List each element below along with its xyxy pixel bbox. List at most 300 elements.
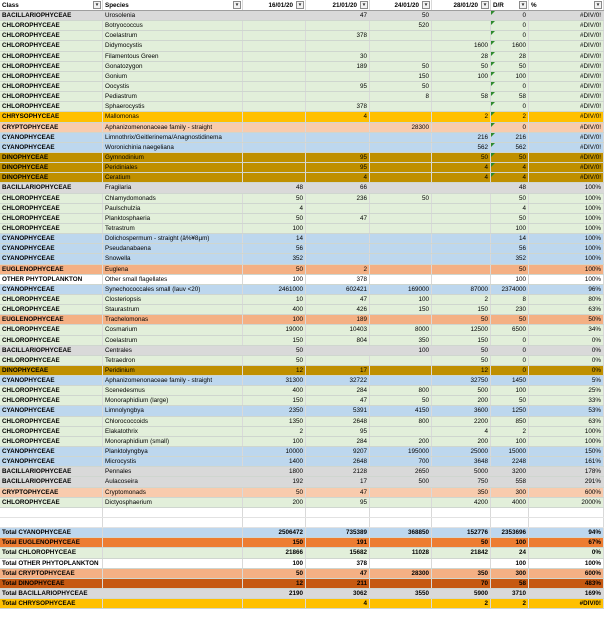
cell-date-3[interactable] (370, 599, 432, 608)
cell-date-3[interactable]: 50 (370, 11, 432, 20)
cell-dr[interactable]: 216 (491, 133, 529, 142)
cell-date-1[interactable] (243, 11, 306, 20)
cell-class[interactable]: CYANOPHYCEAE (0, 234, 103, 243)
cell-date-1[interactable]: 2190 (243, 589, 306, 598)
cell-species[interactable]: Didymocystis (103, 41, 243, 50)
cell-class[interactable]: CYANOPHYCEAE (0, 406, 103, 415)
cell-class[interactable]: CYANOPHYCEAE (0, 133, 103, 142)
cell-class[interactable]: CHRYSOPHYCEAE (0, 112, 103, 121)
cell-date-1[interactable] (243, 41, 306, 50)
cell-dr[interactable]: 100 (491, 386, 529, 395)
cell-percent[interactable]: 100% (529, 204, 604, 213)
cell-class[interactable]: DINOPHYCEAE (0, 366, 103, 375)
cell-date-3[interactable]: 28300 (370, 123, 432, 132)
cell-class[interactable]: DINOPHYCEAE (0, 163, 103, 172)
cell-percent[interactable]: 63% (529, 305, 604, 314)
cell-date-3[interactable] (370, 579, 432, 588)
cell-class[interactable]: CRYPTOPHYCEAE (0, 123, 103, 132)
cell-date-2[interactable] (306, 72, 370, 81)
cell-date-2[interactable]: 3062 (306, 589, 370, 598)
cell-date-2[interactable] (306, 224, 370, 233)
cell-date-3[interactable] (370, 143, 432, 152)
cell-date-2[interactable]: 95 (306, 163, 370, 172)
cell-date-4[interactable] (432, 123, 491, 132)
cell-date-2[interactable]: 426 (306, 305, 370, 314)
cell-date-4[interactable]: 3600 (432, 406, 491, 415)
cell-dr[interactable]: 2 (491, 599, 529, 608)
cell-date-1[interactable]: 1350 (243, 417, 306, 426)
cell-class[interactable]: CYANOPHYCEAE (0, 143, 103, 152)
filter-dropdown-icon[interactable]: ▾ (296, 1, 304, 9)
cell-dr[interactable]: 100 (491, 437, 529, 446)
cell-date-2[interactable]: 378 (306, 31, 370, 40)
cell-class[interactable]: OTHER PHYTOPLANKTON (0, 275, 103, 284)
cell-percent[interactable]: #DIV/0! (529, 112, 604, 121)
cell-date-1[interactable]: 150 (243, 336, 306, 345)
cell-date-3[interactable] (370, 244, 432, 253)
cell-class[interactable]: CHLOROPHYCEAE (0, 82, 103, 91)
cell-class[interactable]: CHLOROPHYCEAE (0, 356, 103, 365)
cell-date-4[interactable] (432, 82, 491, 91)
cell-dr[interactable]: 2248 (491, 457, 529, 466)
cell-date-2[interactable]: 189 (306, 62, 370, 71)
cell-dr[interactable]: 100 (491, 224, 529, 233)
cell-date-3[interactable] (370, 41, 432, 50)
cell-date-1[interactable]: 50 (243, 488, 306, 497)
cell-date-2[interactable]: 47 (306, 11, 370, 20)
cell-class[interactable]: CHLOROPHYCEAE (0, 31, 103, 40)
cell-date-4[interactable]: 5900 (432, 589, 491, 598)
filter-dropdown-icon[interactable]: ▾ (360, 1, 368, 9)
cell-dr[interactable]: 3710 (491, 589, 529, 598)
cell-date-2[interactable]: 378 (306, 275, 370, 284)
cell-date-3[interactable] (370, 265, 432, 274)
cell-dr[interactable]: 2 (491, 427, 529, 436)
cell-dr[interactable]: 0 (491, 356, 529, 365)
cell-date-3[interactable]: 500 (370, 477, 432, 486)
cell-class[interactable]: CHLOROPHYCEAE (0, 92, 103, 101)
cell-class[interactable]: BACILLARIOPHYCEAE (0, 183, 103, 192)
cell-date-3[interactable] (370, 559, 432, 568)
cell-date-4[interactable]: 25000 (432, 447, 491, 456)
cell-percent[interactable]: 150% (529, 447, 604, 456)
cell-class[interactable]: DINOPHYCEAE (0, 153, 103, 162)
cell-date-4[interactable]: 200 (432, 396, 491, 405)
cell-species[interactable]: Synechococcales small (lauv <20) (103, 285, 243, 294)
column-header-class[interactable] (0, 0, 103, 10)
cell-date-1[interactable] (243, 123, 306, 132)
cell-date-3[interactable] (370, 356, 432, 365)
cell-dr[interactable]: 0 (491, 82, 529, 91)
cell-percent[interactable]: 178% (529, 467, 604, 476)
cell-date-4[interactable] (432, 21, 491, 30)
blank-row[interactable] (0, 508, 604, 518)
cell-class[interactable]: CHLOROPHYCEAE (0, 62, 103, 71)
cell-date-3[interactable] (370, 498, 432, 507)
cell-date-1[interactable] (243, 112, 306, 121)
cell-species[interactable]: Planktosphaeria (103, 214, 243, 223)
cell-date-2[interactable]: 47 (306, 295, 370, 304)
cell-date-1[interactable]: 200 (243, 498, 306, 507)
cell-species[interactable]: Ceratium (103, 173, 243, 182)
cell-date-3[interactable] (370, 52, 432, 61)
cell-dr[interactable]: 562 (491, 143, 529, 152)
cell-percent[interactable]: #DIV/0! (529, 143, 604, 152)
cell-date-3[interactable] (370, 234, 432, 243)
cell-species[interactable] (103, 559, 243, 568)
cell-percent[interactable]: 25% (529, 386, 604, 395)
cell-species[interactable]: Dolichospermum - straight (â%¥8µm) (103, 234, 243, 243)
cell-percent[interactable]: #DIV/0! (529, 173, 604, 182)
cell-species[interactable]: Snowella (103, 254, 243, 263)
cell-dr[interactable]: 58 (491, 579, 529, 588)
cell-date-4[interactable]: 350 (432, 488, 491, 497)
cell-class[interactable]: CHLOROPHYCEAE (0, 21, 103, 30)
cell-class[interactable]: CHLOROPHYCEAE (0, 41, 103, 50)
cell-species[interactable]: Filamentous Green (103, 52, 243, 61)
cell-date-1[interactable]: 12 (243, 579, 306, 588)
cell-date-3[interactable] (370, 224, 432, 233)
cell-date-4[interactable] (432, 254, 491, 263)
cell-species[interactable]: Aphanizomenonaceae family - straight (103, 123, 243, 132)
cell-date-1[interactable]: 150 (243, 396, 306, 405)
cell-date-3[interactable] (370, 31, 432, 40)
cell-dr[interactable]: 0 (491, 366, 529, 375)
cell-class[interactable]: CHLOROPHYCEAE (0, 336, 103, 345)
cell-date-4[interactable]: 70 (432, 579, 491, 588)
cell-date-3[interactable]: 100 (370, 346, 432, 355)
cell-date-2[interactable]: 47 (306, 569, 370, 578)
cell-date-4[interactable]: 1600 (432, 41, 491, 50)
cell-species[interactable]: Aphanizomenonaceae family - straight (103, 376, 243, 385)
cell-dr[interactable]: 28 (491, 52, 529, 61)
cell-date-2[interactable] (306, 356, 370, 365)
cell-date-1[interactable] (243, 82, 306, 91)
cell-percent[interactable]: #DIV/0! (529, 62, 604, 71)
cell-percent[interactable]: 100% (529, 559, 604, 568)
cell-date-1[interactable] (243, 92, 306, 101)
cell-date-3[interactable] (370, 102, 432, 111)
cell-percent[interactable]: 100% (529, 437, 604, 446)
cell-percent[interactable]: 100% (529, 194, 604, 203)
cell-percent[interactable]: #DIV/0! (529, 72, 604, 81)
cell-date-1[interactable]: 4 (243, 204, 306, 213)
cell-dr[interactable]: 14 (491, 234, 529, 243)
total-label[interactable]: Total DINOPHYCEAE (0, 579, 103, 588)
cell-date-4[interactable] (432, 31, 491, 40)
cell-species[interactable]: Staurastrum (103, 305, 243, 314)
column-header-date-1[interactable] (243, 0, 306, 10)
cell-date-4[interactable]: 50 (432, 346, 491, 355)
cell-class[interactable]: BACILLARIOPHYCEAE (0, 467, 103, 476)
cell-date-1[interactable]: 10 (243, 295, 306, 304)
cell-class[interactable]: CYANOPHYCEAE (0, 254, 103, 263)
cell-date-3[interactable]: 700 (370, 457, 432, 466)
cell-class[interactable]: CHLOROPHYCEAE (0, 386, 103, 395)
cell-date-1[interactable]: 100 (243, 275, 306, 284)
column-header-dr[interactable] (491, 0, 529, 10)
cell-date-3[interactable] (370, 488, 432, 497)
cell-date-2[interactable] (306, 92, 370, 101)
cell-date-2[interactable]: 15682 (306, 548, 370, 557)
cell-species[interactable]: Trachelomonas (103, 315, 243, 324)
cell-date-3[interactable]: 150 (370, 72, 432, 81)
cell-date-1[interactable]: 1800 (243, 467, 306, 476)
cell-class[interactable]: BACILLARIOPHYCEAE (0, 11, 103, 20)
cell-class[interactable]: DINOPHYCEAE (0, 173, 103, 182)
cell-date-3[interactable]: 350 (370, 336, 432, 345)
cell-date-2[interactable]: 378 (306, 102, 370, 111)
cell-dr[interactable]: 0 (491, 336, 529, 345)
cell-date-2[interactable]: 66 (306, 183, 370, 192)
cell-percent[interactable]: #DIV/0! (529, 11, 604, 20)
cell-class[interactable]: CYANOPHYCEAE (0, 447, 103, 456)
cell-dr[interactable]: 15000 (491, 447, 529, 456)
cell-dr[interactable]: 50 (491, 62, 529, 71)
total-label[interactable]: Total CHRYSOPHYCEAE (0, 599, 103, 608)
cell-class[interactable]: CYANOPHYCEAE (0, 244, 103, 253)
cell-date-4[interactable]: 216 (432, 133, 491, 142)
cell-dr[interactable]: 300 (491, 569, 529, 578)
cell-dr[interactable]: 50 (491, 194, 529, 203)
cell-date-1[interactable] (243, 173, 306, 182)
cell-date-1[interactable] (243, 21, 306, 30)
column-header-species[interactable] (103, 0, 243, 10)
cell-species[interactable] (103, 538, 243, 547)
cell-date-1[interactable]: 1400 (243, 457, 306, 466)
cell-date-4[interactable]: 2 (432, 295, 491, 304)
cell-dr[interactable]: 100 (491, 72, 529, 81)
cell-date-3[interactable]: 50 (370, 82, 432, 91)
cell-percent[interactable]: 0% (529, 366, 604, 375)
cell-date-4[interactable]: 350 (432, 569, 491, 578)
cell-date-1[interactable]: 50 (243, 214, 306, 223)
cell-date-1[interactable] (243, 62, 306, 71)
cell-species[interactable]: Euglena (103, 265, 243, 274)
cell-species[interactable] (103, 579, 243, 588)
cell-class[interactable]: CHLOROPHYCEAE (0, 204, 103, 213)
cell-dr[interactable]: 58 (491, 92, 529, 101)
cell-date-3[interactable]: 368850 (370, 528, 432, 537)
cell-species[interactable]: Closteriopsis (103, 295, 243, 304)
cell-date-4[interactable] (432, 214, 491, 223)
cell-species[interactable]: Peridiniales (103, 163, 243, 172)
cell-date-3[interactable]: 8000 (370, 325, 432, 334)
cell-date-2[interactable] (306, 244, 370, 253)
cell-species[interactable]: Tetrastrum (103, 224, 243, 233)
cell-dr[interactable]: 0 (491, 102, 529, 111)
cell-date-1[interactable]: 10000 (243, 447, 306, 456)
cell-percent[interactable]: #DIV/0! (529, 153, 604, 162)
cell-percent[interactable]: #DIV/0! (529, 21, 604, 30)
cell-date-2[interactable] (306, 234, 370, 243)
cell-date-2[interactable]: 95 (306, 427, 370, 436)
cell-date-1[interactable] (243, 102, 306, 111)
cell-percent[interactable]: #DIV/0! (529, 133, 604, 142)
cell-percent[interactable]: 100% (529, 214, 604, 223)
cell-date-4[interactable]: 58 (432, 92, 491, 101)
cell-dr[interactable]: 3200 (491, 467, 529, 476)
cell-class[interactable]: EUGLENOPHYCEAE (0, 265, 103, 274)
cell-date-2[interactable]: 189 (306, 315, 370, 324)
cell-dr[interactable]: 100 (491, 559, 529, 568)
cell-species[interactable]: Cosmarium (103, 325, 243, 334)
cell-percent[interactable]: 600% (529, 488, 604, 497)
cell-date-4[interactable]: 21842 (432, 548, 491, 557)
cell-date-4[interactable]: 50 (432, 315, 491, 324)
cell-date-2[interactable] (306, 143, 370, 152)
cell-date-1[interactable]: 56 (243, 244, 306, 253)
cell-percent[interactable]: #DIV/0! (529, 92, 604, 101)
cell-dr[interactable]: 230 (491, 305, 529, 314)
cell-percent[interactable]: 291% (529, 477, 604, 486)
cell-date-4[interactable]: 32750 (432, 376, 491, 385)
cell-species[interactable]: Scenedesmus (103, 386, 243, 395)
cell-date-3[interactable] (370, 538, 432, 547)
cell-class[interactable]: CHLOROPHYCEAE (0, 417, 103, 426)
cell-date-2[interactable]: 2 (306, 265, 370, 274)
cell-dr[interactable]: 558 (491, 477, 529, 486)
total-label[interactable]: Total CYANOPHYCEAE (0, 528, 103, 537)
cell-date-1[interactable] (243, 31, 306, 40)
cell-date-4[interactable]: 50 (432, 356, 491, 365)
cell-dr[interactable]: 4 (491, 163, 529, 172)
cell-class[interactable]: CHLOROPHYCEAE (0, 295, 103, 304)
cell-dr[interactable]: 2353696 (491, 528, 529, 537)
cell-date-3[interactable] (370, 153, 432, 162)
cell-date-2[interactable]: 284 (306, 437, 370, 446)
cell-species[interactable]: Pennales (103, 467, 243, 476)
cell-class[interactable]: BACILLARIOPHYCEAE (0, 477, 103, 486)
cell-date-3[interactable] (370, 427, 432, 436)
cell-date-4[interactable] (432, 11, 491, 20)
cell-class[interactable]: CHLOROPHYCEAE (0, 305, 103, 314)
cell-date-3[interactable] (370, 112, 432, 121)
cell-species[interactable]: Dictyosphaerium (103, 498, 243, 507)
cell-percent[interactable]: 63% (529, 417, 604, 426)
cell-species[interactable]: Urosolenia (103, 11, 243, 20)
cell-date-4[interactable]: 2200 (432, 417, 491, 426)
cell-percent[interactable]: 100% (529, 234, 604, 243)
cell-class[interactable]: EUGLENOPHYCEAE (0, 315, 103, 324)
cell-percent[interactable]: #DIV/0! (529, 102, 604, 111)
cell-class[interactable]: CHLOROPHYCEAE (0, 224, 103, 233)
cell-percent[interactable]: #DIV/0! (529, 31, 604, 40)
cell-date-4[interactable]: 200 (432, 437, 491, 446)
cell-dr[interactable]: 0 (491, 123, 529, 132)
cell-date-1[interactable]: 2 (243, 427, 306, 436)
cell-date-3[interactable]: 8 (370, 92, 432, 101)
cell-species[interactable]: Gonium (103, 72, 243, 81)
cell-date-1[interactable]: 2461000 (243, 285, 306, 294)
cell-date-4[interactable]: 50 (432, 153, 491, 162)
cell-date-2[interactable]: 2128 (306, 467, 370, 476)
total-label[interactable]: Total EUGLENOPHYCEAE (0, 538, 103, 547)
cell-date-2[interactable]: 191 (306, 538, 370, 547)
cell-date-3[interactable]: 2650 (370, 467, 432, 476)
cell-dr[interactable]: 0 (491, 11, 529, 20)
cell-date-3[interactable] (370, 315, 432, 324)
cell-date-1[interactable] (243, 143, 306, 152)
cell-dr[interactable]: 1250 (491, 406, 529, 415)
cell-date-2[interactable]: 47 (306, 214, 370, 223)
cell-date-3[interactable] (370, 163, 432, 172)
cell-percent[interactable]: 0% (529, 356, 604, 365)
cell-species[interactable]: Coelastrum (103, 31, 243, 40)
cell-date-1[interactable]: 21866 (243, 548, 306, 557)
cell-date-2[interactable]: 10403 (306, 325, 370, 334)
total-label[interactable]: Total OTHER PHYTOPLANKTON (0, 559, 103, 568)
cell-date-4[interactable] (432, 265, 491, 274)
cell-date-2[interactable] (306, 133, 370, 142)
cell-date-3[interactable] (370, 254, 432, 263)
cell-percent[interactable]: 100% (529, 244, 604, 253)
cell-species[interactable]: Pseudanabaena (103, 244, 243, 253)
cell-date-1[interactable]: 400 (243, 386, 306, 395)
cell-dr[interactable]: 50 (491, 153, 529, 162)
cell-date-4[interactable] (432, 559, 491, 568)
cell-dr[interactable]: 6500 (491, 325, 529, 334)
cell-date-4[interactable] (432, 275, 491, 284)
cell-dr[interactable]: 850 (491, 417, 529, 426)
cell-date-1[interactable]: 50 (243, 569, 306, 578)
cell-species[interactable]: Mallomonas (103, 112, 243, 121)
cell-dr[interactable]: 8 (491, 295, 529, 304)
cell-date-3[interactable]: 800 (370, 417, 432, 426)
cell-date-4[interactable] (432, 194, 491, 203)
cell-species[interactable]: Gymnodinium (103, 153, 243, 162)
cell-dr[interactable]: 300 (491, 488, 529, 497)
cell-class[interactable]: CHLOROPHYCEAE (0, 72, 103, 81)
cell-percent[interactable]: #DIV/0! (529, 163, 604, 172)
cell-date-3[interactable]: 11028 (370, 548, 432, 557)
cell-date-1[interactable]: 50 (243, 346, 306, 355)
cell-date-1[interactable]: 50 (243, 265, 306, 274)
cell-date-2[interactable]: 17 (306, 366, 370, 375)
cell-date-3[interactable]: 800 (370, 386, 432, 395)
cell-dr[interactable]: 100 (491, 538, 529, 547)
cell-dr[interactable]: 0 (491, 21, 529, 30)
cell-dr[interactable]: 50 (491, 315, 529, 324)
cell-date-2[interactable]: 47 (306, 396, 370, 405)
cell-dr[interactable]: 4 (491, 204, 529, 213)
cell-date-2[interactable]: 9207 (306, 447, 370, 456)
cell-species[interactable]: Centrales (103, 346, 243, 355)
cell-date-2[interactable]: 5391 (306, 406, 370, 415)
filter-dropdown-icon[interactable]: ▾ (233, 1, 241, 9)
cell-class[interactable]: CHLOROPHYCEAE (0, 194, 103, 203)
cell-date-4[interactable]: 4200 (432, 498, 491, 507)
cell-percent[interactable]: 100% (529, 183, 604, 192)
cell-date-2[interactable]: 95 (306, 498, 370, 507)
cell-date-4[interactable]: 3648 (432, 457, 491, 466)
cell-species[interactable]: Limnothrix/Geitlerinema/Anagnostidinema (103, 133, 243, 142)
cell-percent[interactable]: 80% (529, 295, 604, 304)
filter-dropdown-icon[interactable]: ▾ (481, 1, 489, 9)
cell-species[interactable]: Aulacoseira (103, 477, 243, 486)
cell-date-4[interactable]: 4 (432, 427, 491, 436)
cell-percent[interactable]: 67% (529, 538, 604, 547)
cell-class[interactable]: CHLOROPHYCEAE (0, 427, 103, 436)
total-label[interactable]: Total BACILLARIOPHYCEAE (0, 589, 103, 598)
cell-species[interactable]: Elakatothrix (103, 427, 243, 436)
cell-date-2[interactable]: 47 (306, 488, 370, 497)
cell-class[interactable]: CYANOPHYCEAE (0, 285, 103, 294)
cell-date-2[interactable]: 95 (306, 153, 370, 162)
cell-species[interactable]: Paulschulzia (103, 204, 243, 213)
cell-species[interactable] (103, 528, 243, 537)
cell-dr[interactable]: 50 (491, 396, 529, 405)
